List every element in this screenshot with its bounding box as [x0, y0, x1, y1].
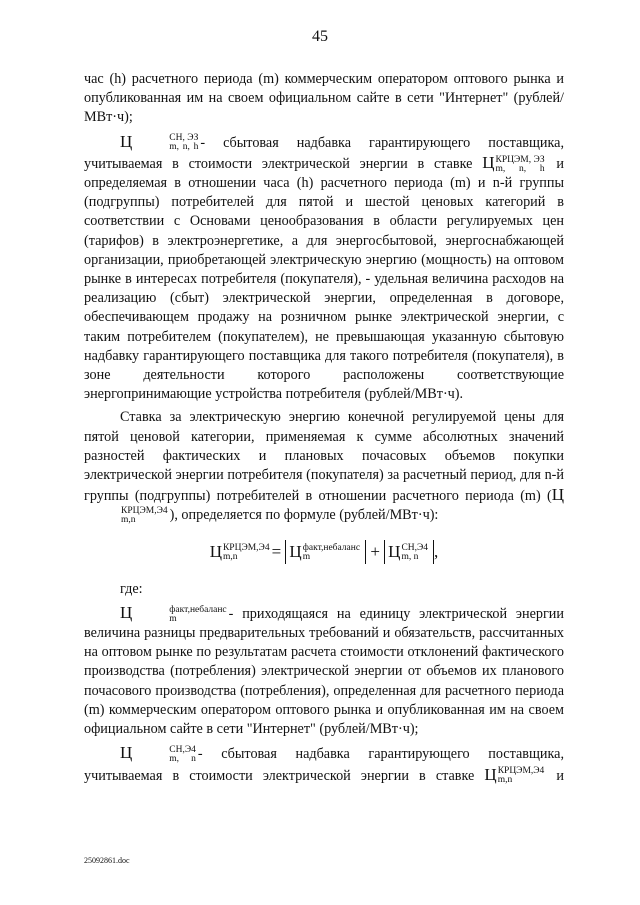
definition-1-line2: учитываемая в стоимости электрической энергии в ставке Ц КРЦЭМ, ЭЗ m, n, h и: [84, 152, 564, 174]
symbol-ts: Ц: [120, 131, 133, 151]
paragraph-rate: Ставка за электрическую энергию конечной регулируемой цены для пятой ценовой категории, применяемая к сумме абсолютных значений разностей фактических и плановых почасовых объемов покупки электрической энергии потребителя (покупателя) за расчетный период, для n-й группы (подгруппы) потребителей в отношении расчетного периода (m) (Ц КРЦЭМ,Э4 m,n ), определяется по формуле (рублей/МВт·ч):: [84, 409, 564, 526]
symbol-indices: КРЦЭМ, ЭЗ m, n, h: [495, 154, 545, 174]
page-number: 45: [312, 28, 328, 45]
abs-term-2: Ц СН,Э4 m, n: [384, 540, 434, 564]
abs-term-1: Ц факт,небаланс m: [285, 540, 366, 564]
definition-2-body: величина разницы предварительных требований и обязательств, рассчитанных на оптовом рынке по результатам расчета стоимости отклонений фактического производства (потребления) электрической энергии от объемов их планового почасового производства (потребления), определенная для расчетного периода (m) коммерческим оператором оптового рынка и опубликованная им на своем официальном сайте в сети "Интернет" (рублей/МВт·ч);: [84, 625, 564, 738]
document-body: [84, 70, 564, 786]
definition-1-lead: Ц СН, ЭЗ m, n, h - сбытовая надбавка гарантирующего поставщика,: [120, 131, 564, 153]
file-footer: 25092861.doc: [84, 856, 130, 865]
where-label: где:: [120, 580, 143, 597]
symbol-indices: СН, ЭЗ m, n, h: [169, 133, 199, 153]
definition-3-lead: Ц СН,Э4 m, n - сбытовая надбавка гарантирующего поставщика,: [120, 743, 564, 765]
definition-2-lead: Ц факт,небаланс m - приходящаяся на единицу электрической энергии: [120, 602, 564, 624]
symbol-indices: КРЦЭМ,Э4 m,n: [121, 506, 168, 526]
paragraph-continuation: час (h) расчетного периода (m) коммерческим оператором оптового рынка и опубликованная им на своем официальном сайте в сети "Интернет" (рублей/МВт·ч);: [84, 71, 564, 126]
definition-3-line2: учитываемая в стоимости электрической энергии в ставке Ц КРЦЭМ,Э4 m,n и: [84, 764, 564, 786]
formula: Ц КРЦЭМ,Э4 m,n = Ц факт,небаланс m + Ц СН,Э4 m, n ,: [209, 541, 439, 562]
definition-1-body: определяемая в отношении часа (h) расчетного периода (m) и n-й группы (подгруппы) потребителей для пятой и шестой ценовых категорий в соответствии с Основами ценообразования в области регулируемых цен (тарифов) в электроэнергетике, а для энергосбытовой, энергоснабжающей организации, приобретающей электрическую энергию (мощность) на оптовом рынке в интересах потребителя (покупателя), - удельная величина расходов на реализацию (сбыт) электрической энергии, определенная в договоре, обеспечивающем продажу на розничном рынке электрической энергии, с таким потребителем (покупателем), не превышающая указанную сбытовую надбавку гарантирующего поставщика для такого потребителя (покупателя), в зоне деятельности которого расположены соответствующие энергопринимающие устройства потребителя (рублей/МВт·ч).: [84, 175, 564, 403]
